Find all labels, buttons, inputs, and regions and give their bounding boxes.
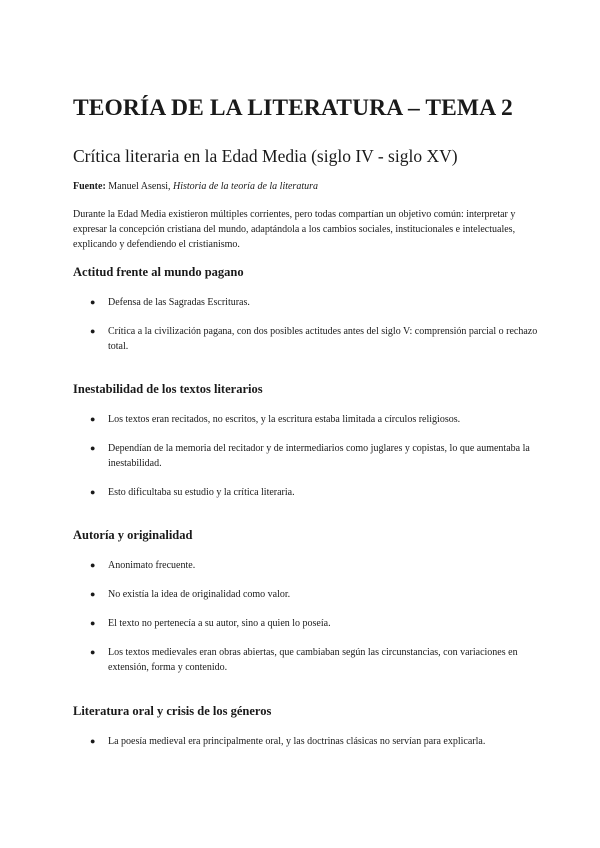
list-item-text: Anonimato frecuente. — [108, 560, 196, 571]
list-item-text: Defensa de las Sagradas Escrituras. — [108, 297, 250, 308]
page-subtitle: Crítica literaria en la Edad Media (siglo IV - siglo XV) — [73, 146, 458, 166]
list-item-text: Esto dificultaba su estudio y la crítica literaria. — [108, 487, 295, 498]
bullet-icon: ● — [90, 487, 96, 497]
bullet-icon: ● — [90, 647, 96, 657]
list-item — [73, 558, 543, 573]
list-item-text: La poesía medieval era principalmente oral, y las doctrinas clásicas no servían para explicarla. — [108, 736, 486, 747]
section-heading: Actitud frente al mundo pagano — [73, 265, 244, 279]
source-work: Historia de la teoría de la literatura — [173, 181, 318, 192]
section-heading: Literatura oral y crisis de los géneros — [73, 704, 272, 718]
bullet-icon: ● — [90, 560, 96, 570]
section-heading: Autoría y originalidad — [73, 528, 193, 542]
list-item-text: Los textos eran recitados, no escritos, y la escritura estaba limitada a círculos religiosos. — [108, 414, 461, 425]
list-item — [73, 412, 543, 427]
bullet-icon: ● — [90, 326, 96, 336]
list-item — [73, 324, 543, 354]
list-item-text: Crítica a la civilización pagana, con dos posibles actitudes antes del siglo V: comprensión parcial o rechazo total. — [108, 326, 538, 352]
source-line — [73, 181, 318, 192]
bullet-icon: ● — [90, 443, 96, 453]
list-item-text: No existía la idea de originalidad como valor. — [108, 589, 291, 600]
bullet-icon: ● — [90, 414, 96, 424]
bullet-icon: ● — [90, 589, 96, 599]
list-item-text: Los textos medievales eran obras abiertas, que cambiaban según las circunstancias, con variaciones en extensión, forma y contenido. — [108, 647, 518, 673]
bullet-icon: ● — [90, 736, 96, 746]
list-item — [73, 616, 543, 631]
list-item — [73, 645, 543, 675]
section-heading: Inestabilidad de los textos literarios — [73, 382, 263, 396]
page-title: TEORÍA DE LA LITERATURA – TEMA 2 — [73, 95, 513, 121]
intro-paragraph: Durante la Edad Media existieron múltiples corrientes, pero todas compartían un objetivo común: interpretar y expresar la concepción cristiana del mundo, adaptándola a los cambios sociales, institucionales e intelectuales, explicando y defendiendo el cristianismo. — [73, 209, 516, 250]
list-item — [73, 587, 543, 602]
source-author: Manuel Asensi, — [105, 181, 173, 192]
source-label: Fuente: — [73, 181, 106, 192]
list-item-text: El texto no pertenecía a su autor, sino a quien lo poseía. — [108, 618, 331, 629]
bullet-icon: ● — [90, 297, 96, 307]
list-item — [73, 441, 543, 471]
list-item — [73, 734, 543, 749]
list-item — [73, 485, 543, 500]
bullet-icon: ● — [90, 618, 96, 628]
list-item-text: Dependían de la memoria del recitador y de intermediarios como juglares y copistas, lo que aumentaba la inestabilidad. — [108, 443, 530, 469]
list-item — [73, 295, 543, 310]
